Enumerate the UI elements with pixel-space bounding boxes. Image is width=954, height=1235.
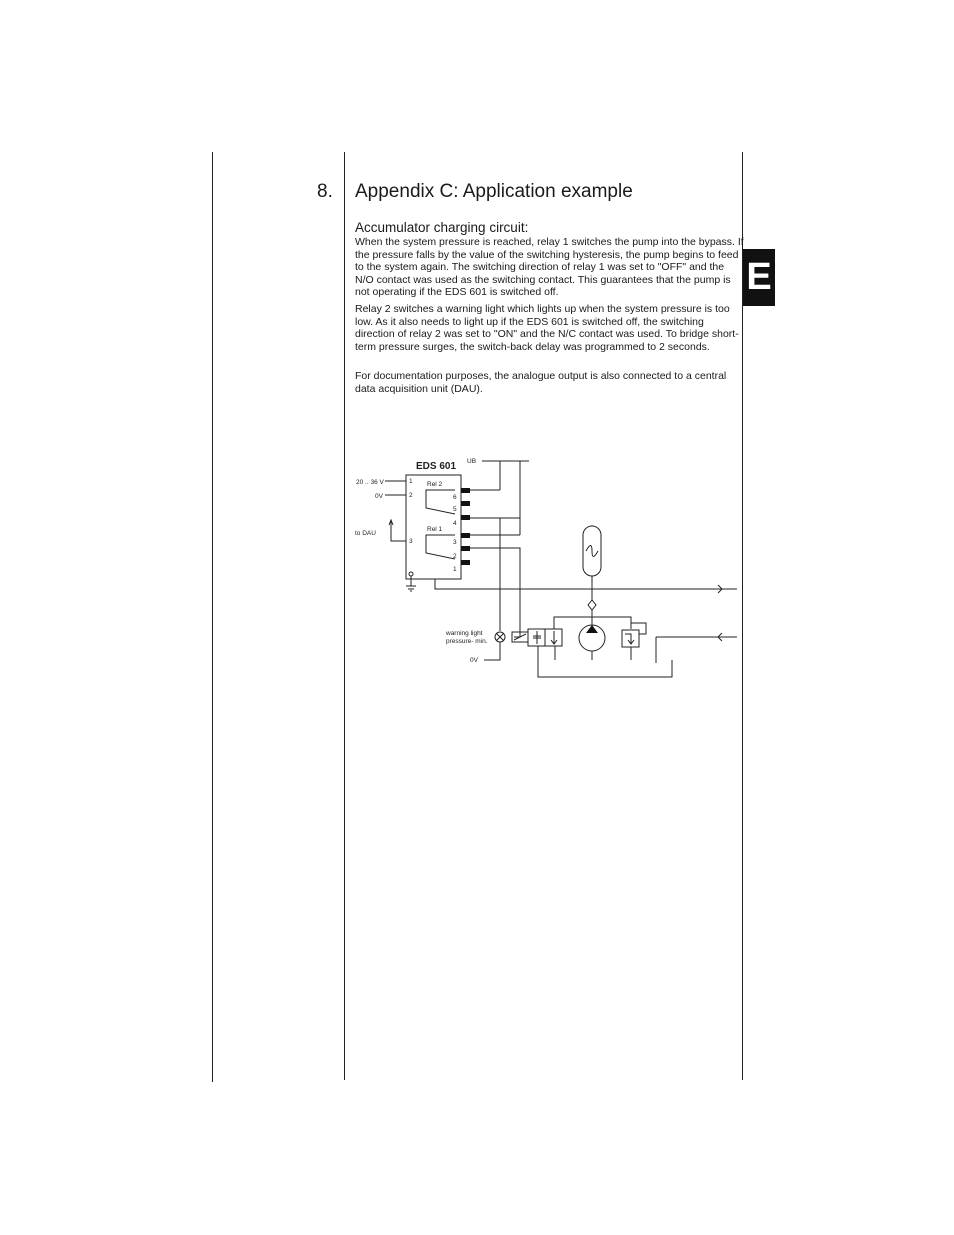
warning-light-label-line1: warning light: [446, 630, 483, 637]
subheading: Accumulator charging circuit:: [355, 220, 529, 235]
left-pin-2: 2: [409, 492, 413, 499]
ground-terminal-icon: [409, 572, 413, 576]
device-label: EDS 601: [416, 461, 457, 472]
paragraph-3: For documentation purposes, the analogue output is also connected to a central data acquisition unit (DAU).: [355, 370, 727, 395]
paragraph-1: When the system pressure is reached, relay 1 switches the pump into the bypass. If the pressure falls by the value of the switching hysteresis, the pump begins to feed to the system again. The switching direction of relay 1 was set to "OFF" and the N/O contact was used as the switching contact. This guarantees that the pump is not operating if the EDS 601 is switched off.: [355, 236, 744, 299]
right-pin-6: 6: [453, 494, 457, 501]
voltage-label: 20 .. 36 V: [356, 479, 384, 486]
left-pin-1: 1: [409, 478, 413, 485]
section-number: 8.: [317, 181, 333, 202]
left-pin-3: 3: [409, 538, 413, 545]
dau-label: to DAU: [355, 530, 376, 537]
zero-volt-label: 0V: [375, 493, 383, 500]
warning-light-label-line2: pressure- min.: [446, 638, 488, 645]
right-pin-1: 1: [453, 566, 457, 573]
right-pin-2: 2: [453, 553, 457, 560]
relay2-label: Rel 2: [427, 481, 443, 488]
right-pin-3: 3: [453, 539, 457, 546]
relay1-frame: [426, 535, 455, 559]
check-valve-icon: [588, 600, 596, 610]
section-title: Appendix C: Application example: [355, 181, 633, 202]
relay1-label: Rel 1: [427, 526, 443, 533]
bottom-zero-volt-label: 0V: [470, 657, 478, 664]
paragraph-2: Relay 2 switches a warning light which lights up when the system pressure is too low. As it also needs to light up if the EDS 601 is switched off, the switching direction of relay 2 was set to "ON" and the N/C contact was used. To bridge short-term pressure surges, the switch-back delay was programmed to 2 seconds.: [355, 303, 739, 353]
language-tab: E: [743, 249, 775, 306]
relay2-frame: [426, 490, 455, 514]
supply-label: UB: [467, 458, 477, 465]
right-pin-4: 4: [453, 520, 457, 527]
right-pin-5: 5: [453, 506, 457, 513]
